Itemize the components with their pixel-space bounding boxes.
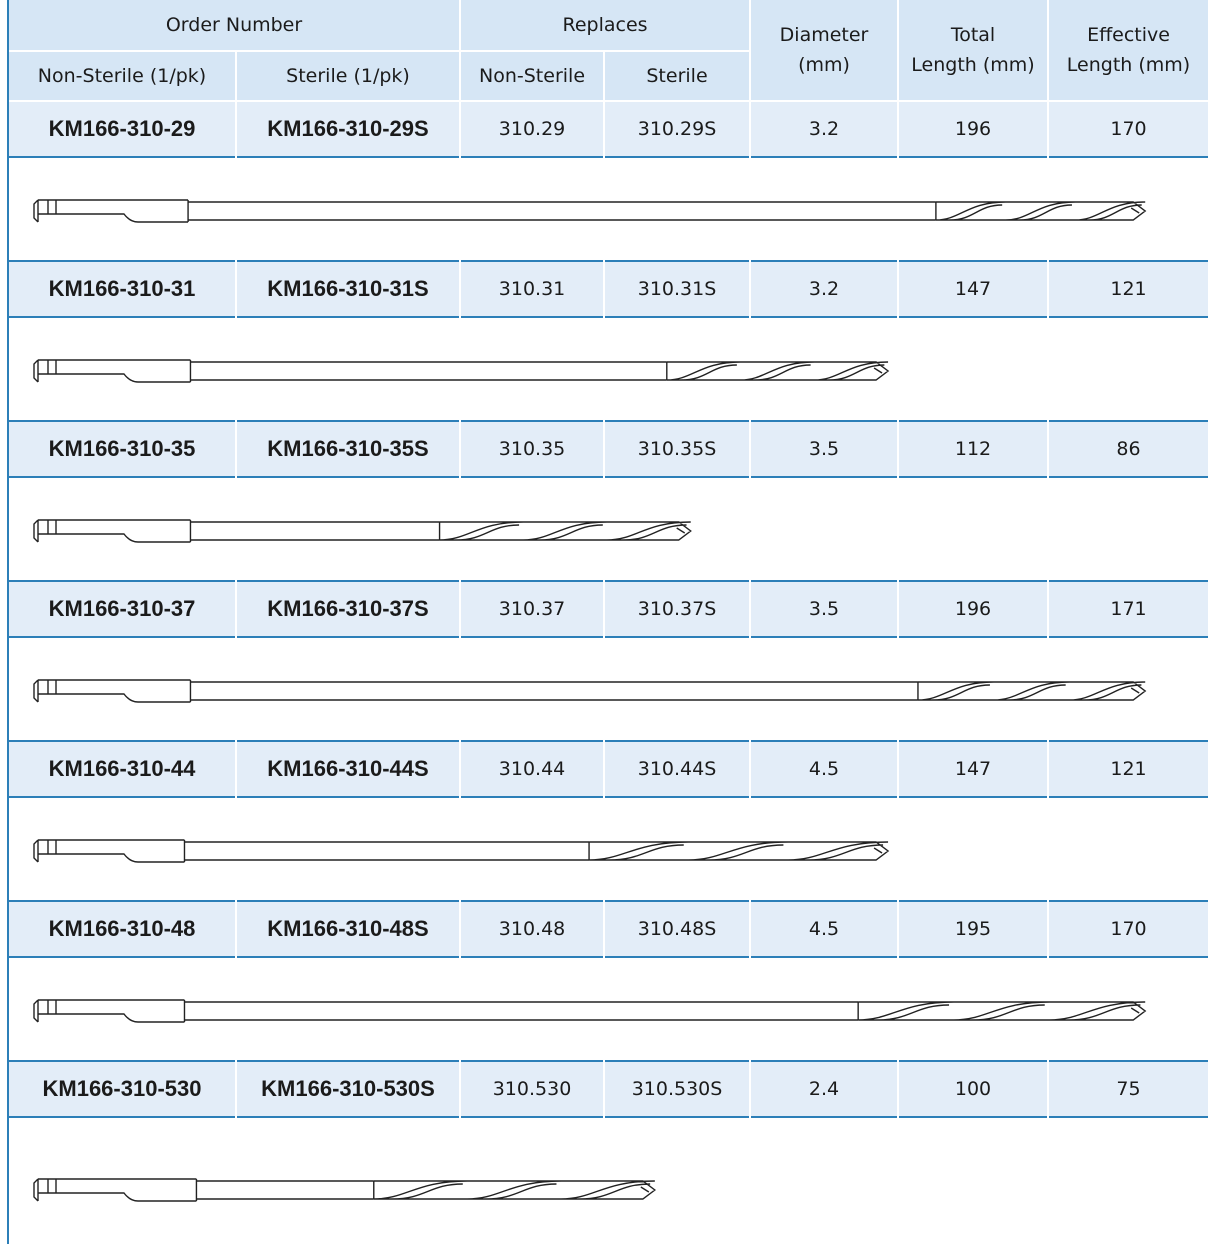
drill-image-cell — [9, 957, 1209, 1061]
replaces-non-sterile: 310.48 — [460, 901, 604, 957]
total-length-value: 196 — [898, 101, 1048, 157]
effective-length-value: 121 — [1048, 741, 1209, 797]
diameter-header — [750, 0, 898, 101]
replaces-non-sterile: 310.35 — [460, 421, 604, 477]
non-sterile-order-number: KM166-310-29 — [9, 101, 236, 157]
drill-image-cell — [9, 317, 1209, 421]
replaces-sterile: 310.31S — [604, 261, 750, 317]
replaces-sterile: 310.29S — [604, 101, 750, 157]
drill-image-cell — [9, 1117, 1209, 1258]
effective-length-header-line1: Effective — [1087, 24, 1170, 46]
effective-length-value: 86 — [1048, 421, 1209, 477]
effective-length-value: 171 — [1048, 581, 1209, 637]
non-sterile-order-number: KM166-310-31 — [9, 261, 236, 317]
diameter-value: 4.5 — [750, 901, 898, 957]
drill-image-row — [9, 317, 1209, 421]
drill-bit-table — [9, 0, 1210, 1258]
total-length-value: 196 — [898, 581, 1048, 637]
replaces-non-sterile: 310.29 — [460, 101, 604, 157]
order-number-header: Order Number — [9, 0, 460, 51]
drill-bit-illustration — [9, 639, 1205, 739]
drill-image-cell — [9, 477, 1209, 581]
table-row — [9, 261, 1209, 317]
replaces-non-sterile: 310.31 — [460, 261, 604, 317]
drill-bit-illustration — [9, 319, 1205, 419]
replaces-header: Replaces — [460, 0, 750, 51]
drill-bit-illustration — [9, 159, 1205, 259]
total-length-value: 112 — [898, 421, 1048, 477]
drill-bit-illustration — [9, 1118, 1205, 1218]
replaces-non-sterile: 310.37 — [460, 581, 604, 637]
effective-length-header — [1048, 0, 1209, 101]
replaces-non-sterile: 310.530 — [460, 1061, 604, 1117]
non-sterile-order-number: KM166-310-35 — [9, 421, 236, 477]
drill-bit-illustration — [9, 959, 1205, 1059]
sterile-order-header: Sterile (1/pk) — [236, 51, 460, 101]
non-sterile-order-number: KM166-310-530 — [9, 1061, 236, 1117]
drill-image-row — [9, 957, 1209, 1061]
table-row — [9, 581, 1209, 637]
non-sterile-order-number: KM166-310-44 — [9, 741, 236, 797]
total-length-value: 147 — [898, 261, 1048, 317]
drill-image-row — [9, 1117, 1209, 1258]
effective-length-value: 121 — [1048, 261, 1209, 317]
table-row — [9, 741, 1209, 797]
diameter-value: 3.2 — [750, 101, 898, 157]
total-length-header-line1: Total — [950, 24, 996, 46]
diameter-value: 3.5 — [750, 581, 898, 637]
drill-image-cell — [9, 157, 1209, 261]
non-sterile-replaces-header: Non-Sterile — [460, 51, 604, 101]
total-length-header-line2: Length (mm) — [911, 54, 1035, 76]
drill-image-cell — [9, 637, 1209, 741]
replaces-sterile: 310.35S — [604, 421, 750, 477]
effective-length-value: 170 — [1048, 901, 1209, 957]
table-row — [9, 421, 1209, 477]
table-row — [9, 901, 1209, 957]
sterile-order-number: KM166-310-530S — [236, 1061, 460, 1117]
drill-image-row — [9, 157, 1209, 261]
diameter-value: 2.4 — [750, 1061, 898, 1117]
drill-image-row — [9, 797, 1209, 901]
drill-image-row — [9, 637, 1209, 741]
table-row — [9, 1061, 1209, 1117]
effective-length-value: 170 — [1048, 101, 1209, 157]
sterile-order-number: KM166-310-37S — [236, 581, 460, 637]
total-length-header — [898, 0, 1048, 101]
sterile-replaces-header: Sterile — [604, 51, 750, 101]
non-sterile-order-header: Non-Sterile (1/pk) — [9, 51, 236, 101]
sterile-order-number: KM166-310-48S — [236, 901, 460, 957]
sterile-order-number: KM166-310-35S — [236, 421, 460, 477]
sterile-order-number: KM166-310-29S — [236, 101, 460, 157]
diameter-value: 4.5 — [750, 741, 898, 797]
drill-image-row — [9, 477, 1209, 581]
effective-length-header-line2: Length (mm) — [1066, 54, 1191, 76]
header-row-1 — [9, 0, 1209, 51]
drill-bit-illustration — [9, 799, 1205, 899]
sterile-order-number: KM166-310-31S — [236, 261, 460, 317]
replaces-sterile: 310.44S — [604, 741, 750, 797]
total-length-value: 195 — [898, 901, 1048, 957]
non-sterile-order-number: KM166-310-37 — [9, 581, 236, 637]
effective-length-value: 75 — [1048, 1061, 1209, 1117]
total-length-value: 147 — [898, 741, 1048, 797]
diameter-header-line2: (mm) — [798, 54, 850, 76]
non-sterile-order-number: KM166-310-48 — [9, 901, 236, 957]
table-row — [9, 101, 1209, 157]
diameter-value: 3.5 — [750, 421, 898, 477]
replaces-sterile: 310.530S — [604, 1061, 750, 1117]
drill-bit-illustration — [9, 479, 1205, 579]
sterile-order-number: KM166-310-44S — [236, 741, 460, 797]
total-length-value: 100 — [898, 1061, 1048, 1117]
diameter-header-line1: Diameter — [779, 24, 869, 46]
replaces-non-sterile: 310.44 — [460, 741, 604, 797]
drill-image-cell — [9, 797, 1209, 901]
catalog-table-frame — [7, 0, 1207, 1244]
replaces-sterile: 310.37S — [604, 581, 750, 637]
diameter-value: 3.2 — [750, 261, 898, 317]
replaces-sterile: 310.48S — [604, 901, 750, 957]
